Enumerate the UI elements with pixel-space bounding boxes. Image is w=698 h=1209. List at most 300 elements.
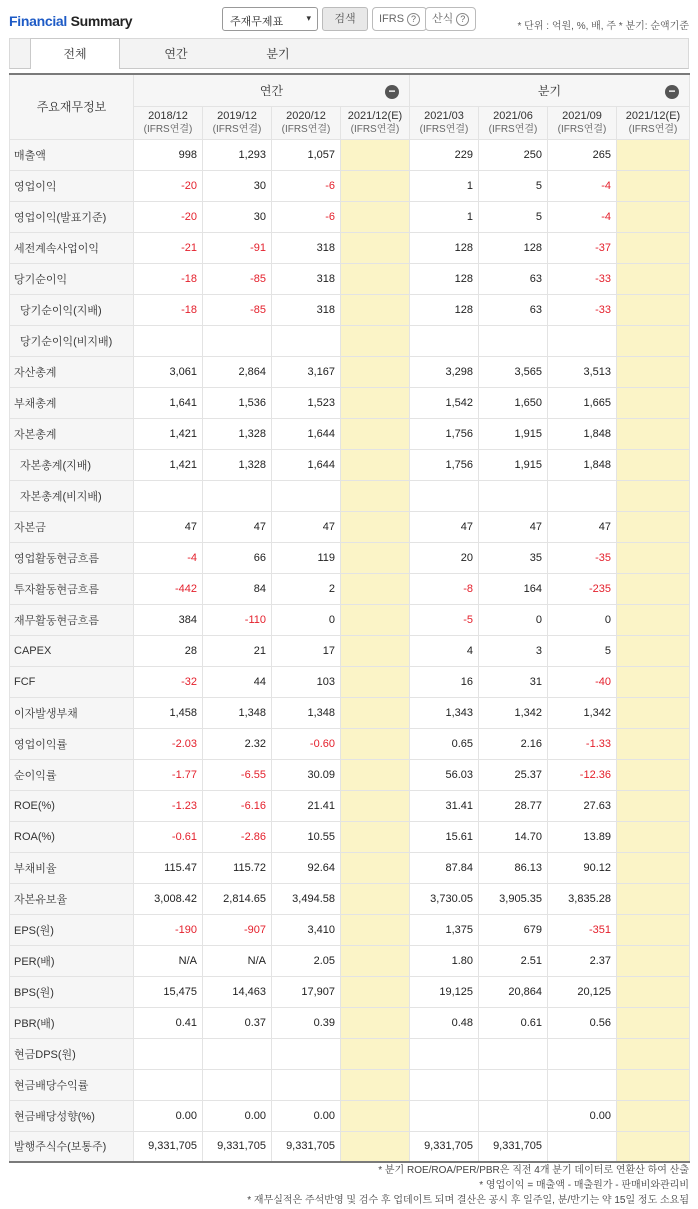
- row-label: 영업활동현금흐름: [10, 542, 134, 573]
- table-cell: 679: [479, 914, 548, 945]
- period-label: 2021/03: [424, 109, 464, 122]
- table-cell: 19,125: [410, 976, 479, 1007]
- table-cell: 1,348: [203, 697, 272, 728]
- table-cell: -1.33: [548, 728, 617, 759]
- period-header: [548, 106, 617, 139]
- table-row: [10, 914, 690, 945]
- table-cell: 318: [272, 263, 341, 294]
- table-cell: 384: [134, 604, 203, 635]
- table-cell: [203, 480, 272, 511]
- table-cell: 1,542: [410, 387, 479, 418]
- table-cell: 4: [410, 635, 479, 666]
- table-cell: 5: [479, 170, 548, 201]
- table-row: [10, 1007, 690, 1038]
- table-row: [10, 1069, 690, 1100]
- table-cell: [341, 1100, 410, 1131]
- table-cell: [341, 449, 410, 480]
- table-cell: -4: [548, 170, 617, 201]
- table-row: [10, 418, 690, 449]
- table-cell: 1,915: [479, 449, 548, 480]
- row-label: 부채총계: [10, 387, 134, 418]
- row-label: 재무활동현금흐름: [10, 604, 134, 635]
- period-basis: (IFRS연결): [419, 123, 469, 135]
- table-cell: -33: [548, 294, 617, 325]
- table-cell: 28.77: [479, 790, 548, 821]
- table-cell: [341, 1007, 410, 1038]
- row-header-label: 주요재무정보: [10, 74, 134, 139]
- table-row: [10, 883, 690, 914]
- row-label: 자본총계: [10, 418, 134, 449]
- footnote: * 분기 ROE/ROA/PER/PBR은 직전 4개 분기 데이터로 연환산 하여 산출: [378, 1165, 689, 1176]
- period-label: 2021/09: [562, 109, 602, 122]
- table-cell: [617, 1038, 690, 1069]
- table-cell: 0.00: [272, 1100, 341, 1131]
- table-cell: -40: [548, 666, 617, 697]
- table-cell: [410, 325, 479, 356]
- table-cell: 47: [479, 511, 548, 542]
- table-cell: 31.41: [410, 790, 479, 821]
- table-cell: [479, 1038, 548, 1069]
- table-cell: 103: [272, 666, 341, 697]
- table-cell: 128: [479, 232, 548, 263]
- table-cell: 20: [410, 542, 479, 573]
- table-cell: 16: [410, 666, 479, 697]
- table-cell: [617, 604, 690, 635]
- period-header: [272, 106, 341, 139]
- table-cell: [134, 1038, 203, 1069]
- table-row: [10, 604, 690, 635]
- table-cell: 14,463: [203, 976, 272, 1007]
- table-cell: -5: [410, 604, 479, 635]
- table-cell: -1.23: [134, 790, 203, 821]
- table-cell: 66: [203, 542, 272, 573]
- table-cell: -91: [203, 232, 272, 263]
- table-cell: 3,494.58: [272, 883, 341, 914]
- table-cell: 229: [410, 139, 479, 170]
- group-annual-label: 연간: [259, 83, 284, 98]
- row-label: 부채비율: [10, 852, 134, 883]
- table-cell: [341, 790, 410, 821]
- table-cell: [341, 418, 410, 449]
- table-cell: [479, 325, 548, 356]
- table-cell: -2.86: [203, 821, 272, 852]
- table-cell: -33: [548, 263, 617, 294]
- table-cell: 3,835.28: [548, 883, 617, 914]
- table-cell: 90.12: [548, 852, 617, 883]
- table-cell: 0.48: [410, 1007, 479, 1038]
- table-cell: 128: [410, 232, 479, 263]
- table-cell: 3,167: [272, 356, 341, 387]
- period-basis: (IFRS연결): [557, 123, 607, 135]
- table-cell: -18: [134, 263, 203, 294]
- table-cell: [617, 232, 690, 263]
- period-basis: (IFRS연결): [628, 123, 678, 135]
- table-cell: 2,814.65: [203, 883, 272, 914]
- table-cell: 27.63: [548, 790, 617, 821]
- table-cell: 0.37: [203, 1007, 272, 1038]
- collapse-annual-icon[interactable]: −: [385, 85, 399, 99]
- table-cell: 25.37: [479, 759, 548, 790]
- table-cell: [617, 1007, 690, 1038]
- table-cell: [341, 821, 410, 852]
- table-cell: -32: [134, 666, 203, 697]
- table-cell: 35: [479, 542, 548, 573]
- title-financial: Financial: [9, 13, 67, 29]
- row-label: ROA(%): [10, 821, 134, 852]
- table-cell: [617, 728, 690, 759]
- statement-select[interactable]: [222, 7, 318, 31]
- table-cell: 1,756: [410, 449, 479, 480]
- table-cell: 1,756: [410, 418, 479, 449]
- table-row: [10, 1100, 690, 1131]
- row-label: 세전계속사업이익: [10, 232, 134, 263]
- table-cell: [410, 1069, 479, 1100]
- table-cell: [341, 511, 410, 542]
- search-button[interactable]: 검색: [322, 7, 368, 31]
- table-cell: 1,342: [479, 697, 548, 728]
- table-row: [10, 945, 690, 976]
- table-cell: 0.00: [134, 1100, 203, 1131]
- table-row: [10, 759, 690, 790]
- table-cell: [410, 1100, 479, 1131]
- table-row: [10, 449, 690, 480]
- table-cell: 63: [479, 263, 548, 294]
- table-cell: 0.39: [272, 1007, 341, 1038]
- table-cell: 56.03: [410, 759, 479, 790]
- table-cell: [617, 666, 690, 697]
- table-cell: 84: [203, 573, 272, 604]
- row-label: 현금배당성향(%): [10, 1100, 134, 1131]
- table-cell: 15,475: [134, 976, 203, 1007]
- table-cell: 13.89: [548, 821, 617, 852]
- table-cell: -8: [410, 573, 479, 604]
- row-label: CAPEX: [10, 635, 134, 666]
- table-cell: -0.60: [272, 728, 341, 759]
- row-label: 현금배당수익률: [10, 1069, 134, 1100]
- row-label: 당기순이익(지배): [10, 294, 134, 325]
- formula-label: 산식: [432, 13, 454, 25]
- table-cell: -35: [548, 542, 617, 573]
- table-cell: 0: [272, 604, 341, 635]
- table-cell: 3,298: [410, 356, 479, 387]
- table-cell: [479, 1100, 548, 1131]
- table-row: [10, 852, 690, 883]
- table-cell: 9,331,705: [203, 1131, 272, 1162]
- table-cell: 1.80: [410, 945, 479, 976]
- table-row: [10, 1131, 690, 1162]
- table-cell: 0.56: [548, 1007, 617, 1038]
- table-cell: [341, 387, 410, 418]
- table-cell: [341, 139, 410, 170]
- table-row: [10, 232, 690, 263]
- table-cell: 128: [410, 294, 479, 325]
- table-cell: -6.55: [203, 759, 272, 790]
- table-row: [10, 1038, 690, 1069]
- period-label: 2021/12(E): [625, 109, 681, 122]
- table-cell: [134, 480, 203, 511]
- period-header: [410, 106, 479, 139]
- period-label: 2021/06: [493, 109, 533, 122]
- period-header: [617, 106, 690, 139]
- ifrs-help-button[interactable]: [372, 7, 427, 31]
- table-cell: 1: [410, 201, 479, 232]
- table-cell: 0: [548, 604, 617, 635]
- table-cell: [341, 666, 410, 697]
- period-basis: (IFRS연결): [212, 123, 262, 135]
- table-row: [10, 697, 690, 728]
- table-cell: [272, 325, 341, 356]
- table-cell: 28: [134, 635, 203, 666]
- table-cell: 1,644: [272, 449, 341, 480]
- table-cell: [272, 480, 341, 511]
- table-cell: 1,421: [134, 449, 203, 480]
- table-row: [10, 666, 690, 697]
- table-cell: 47: [272, 511, 341, 542]
- table-row: [10, 635, 690, 666]
- table-cell: 2: [272, 573, 341, 604]
- table-row: [10, 294, 690, 325]
- table-cell: -351: [548, 914, 617, 945]
- table-cell: [617, 697, 690, 728]
- table-row: [10, 201, 690, 232]
- collapse-quarterly-icon[interactable]: −: [665, 85, 679, 99]
- period-header: [341, 106, 410, 139]
- table-cell: [203, 1069, 272, 1100]
- table-cell: [410, 1038, 479, 1069]
- table-cell: 1,328: [203, 449, 272, 480]
- row-label: PBR(배): [10, 1007, 134, 1038]
- table-cell: -21: [134, 232, 203, 263]
- table-cell: -4: [548, 201, 617, 232]
- ifrs-label: IFRS: [379, 13, 405, 25]
- table-cell: 63: [479, 294, 548, 325]
- table-cell: 115.47: [134, 852, 203, 883]
- table-cell: 128: [410, 263, 479, 294]
- row-label: 자산총계: [10, 356, 134, 387]
- table-cell: 47: [203, 511, 272, 542]
- tab-all[interactable]: 전체: [30, 38, 120, 69]
- table-cell: -110: [203, 604, 272, 635]
- table-cell: [617, 263, 690, 294]
- period-header: [203, 106, 272, 139]
- row-label: 투자활동현금흐름: [10, 573, 134, 604]
- table-cell: [617, 139, 690, 170]
- table-cell: 17,907: [272, 976, 341, 1007]
- table-cell: 0.61: [479, 1007, 548, 1038]
- row-label: 이자발생부채: [10, 697, 134, 728]
- table-cell: [617, 976, 690, 1007]
- table-cell: [548, 325, 617, 356]
- table-cell: 2.16: [479, 728, 548, 759]
- table-cell: -1.77: [134, 759, 203, 790]
- table-cell: [617, 759, 690, 790]
- table-cell: -6.16: [203, 790, 272, 821]
- table-cell: 164: [479, 573, 548, 604]
- table-cell: 10.55: [272, 821, 341, 852]
- table-cell: 30: [203, 170, 272, 201]
- table-cell: [341, 201, 410, 232]
- summary-toolbar: [0, 0, 698, 36]
- table-row: [10, 542, 690, 573]
- help-icon: ?: [456, 13, 469, 26]
- table-cell: -20: [134, 170, 203, 201]
- page-title: [9, 13, 132, 29]
- table-cell: 47: [548, 511, 617, 542]
- table-cell: 3,061: [134, 356, 203, 387]
- title-summary: Summary: [70, 13, 133, 29]
- table-cell: 1,641: [134, 387, 203, 418]
- table-cell: 1,523: [272, 387, 341, 418]
- table-row: [10, 511, 690, 542]
- formula-help-button[interactable]: [425, 7, 476, 31]
- table-cell: 3: [479, 635, 548, 666]
- table-cell: 0.00: [548, 1100, 617, 1131]
- table-cell: 9,331,705: [410, 1131, 479, 1162]
- table-cell: -85: [203, 294, 272, 325]
- table-row: [10, 480, 690, 511]
- tab-quarterly[interactable]: 분기: [266, 47, 290, 61]
- period-basis: (IFRS연결): [350, 123, 400, 135]
- table-cell: -907: [203, 914, 272, 945]
- table-cell: 20,125: [548, 976, 617, 1007]
- table-cell: 1,343: [410, 697, 479, 728]
- row-label: 당기순이익: [10, 263, 134, 294]
- table-cell: 21: [203, 635, 272, 666]
- table-cell: [410, 480, 479, 511]
- row-label: 순이익률: [10, 759, 134, 790]
- table-cell: 86.13: [479, 852, 548, 883]
- table-cell: [617, 542, 690, 573]
- table-cell: -235: [548, 573, 617, 604]
- row-label: 자본총계(비지배): [10, 480, 134, 511]
- row-label: 발행주식수(보통주): [10, 1131, 134, 1162]
- help-icon: ?: [407, 13, 420, 26]
- table-cell: 2.37: [548, 945, 617, 976]
- table-cell: 318: [272, 232, 341, 263]
- table-cell: -0.61: [134, 821, 203, 852]
- table-cell: [617, 573, 690, 604]
- table-row: [10, 170, 690, 201]
- table-cell: [341, 728, 410, 759]
- period-header: [134, 106, 203, 139]
- table-row: [10, 573, 690, 604]
- table-cell: 14.70: [479, 821, 548, 852]
- table-cell: 9,331,705: [134, 1131, 203, 1162]
- table-cell: [341, 480, 410, 511]
- table-row: [10, 790, 690, 821]
- table-cell: [341, 170, 410, 201]
- table-cell: [341, 914, 410, 945]
- table-row: [10, 821, 690, 852]
- table-cell: [617, 387, 690, 418]
- table-cell: [617, 356, 690, 387]
- table-cell: [617, 914, 690, 945]
- tab-annual[interactable]: 연간: [164, 47, 188, 61]
- table-cell: 0.65: [410, 728, 479, 759]
- table-row: [10, 263, 690, 294]
- row-label: 당기순이익(비지배): [10, 325, 134, 356]
- table-cell: 1,848: [548, 418, 617, 449]
- table-cell: 318: [272, 294, 341, 325]
- group-quarterly-label: 분기: [537, 83, 562, 98]
- row-label: 자본유보율: [10, 883, 134, 914]
- table-cell: 1,536: [203, 387, 272, 418]
- table-cell: [548, 480, 617, 511]
- table-cell: 2.05: [272, 945, 341, 976]
- table-cell: [341, 356, 410, 387]
- table-cell: [341, 697, 410, 728]
- table-cell: 30.09: [272, 759, 341, 790]
- table-cell: [272, 1069, 341, 1100]
- table-cell: 1,665: [548, 387, 617, 418]
- table-cell: 9,331,705: [479, 1131, 548, 1162]
- table-cell: [617, 883, 690, 914]
- table-cell: 44: [203, 666, 272, 697]
- table-cell: [272, 1038, 341, 1069]
- table-cell: [341, 1038, 410, 1069]
- table-cell: 1,057: [272, 139, 341, 170]
- table-cell: [479, 1069, 548, 1100]
- table-cell: [617, 201, 690, 232]
- table-cell: [134, 1069, 203, 1100]
- table-cell: 265: [548, 139, 617, 170]
- table-cell: 47: [134, 511, 203, 542]
- table-cell: -2.03: [134, 728, 203, 759]
- row-label: 영업이익: [10, 170, 134, 201]
- table-cell: [341, 945, 410, 976]
- table-cell: [341, 852, 410, 883]
- table-cell: -20: [134, 201, 203, 232]
- table-row: [10, 728, 690, 759]
- table-cell: 1,342: [548, 697, 617, 728]
- table-cell: 5: [548, 635, 617, 666]
- table-cell: 1,375: [410, 914, 479, 945]
- table-row: [10, 325, 690, 356]
- table-cell: -18: [134, 294, 203, 325]
- row-label: 자본금: [10, 511, 134, 542]
- table-cell: [617, 635, 690, 666]
- unit-note: * 단위 : 억원, %, 배, 주 * 분기: 순액기준: [517, 21, 689, 32]
- table-cell: 1,458: [134, 697, 203, 728]
- table-cell: [617, 418, 690, 449]
- table-cell: 1,421: [134, 418, 203, 449]
- period-label: 2020/12: [286, 109, 326, 122]
- table-cell: [617, 852, 690, 883]
- period-basis: (IFRS연결): [488, 123, 538, 135]
- period-label: 2019/12: [217, 109, 257, 122]
- period-label: 2018/12: [148, 109, 188, 122]
- table-cell: -85: [203, 263, 272, 294]
- table-cell: 20,864: [479, 976, 548, 1007]
- table-cell: 1,848: [548, 449, 617, 480]
- table-cell: [548, 1131, 617, 1162]
- table-cell: [617, 325, 690, 356]
- table-row: [10, 139, 690, 170]
- period-header: [479, 106, 548, 139]
- table-cell: [203, 1038, 272, 1069]
- table-cell: 3,513: [548, 356, 617, 387]
- table-cell: 30: [203, 201, 272, 232]
- table-cell: [341, 294, 410, 325]
- table-cell: [617, 1131, 690, 1162]
- table-cell: 21.41: [272, 790, 341, 821]
- table-cell: -190: [134, 914, 203, 945]
- table-cell: 15.61: [410, 821, 479, 852]
- table-cell: 119: [272, 542, 341, 573]
- table-cell: [548, 1038, 617, 1069]
- table-cell: 0: [479, 604, 548, 635]
- table-cell: [341, 604, 410, 635]
